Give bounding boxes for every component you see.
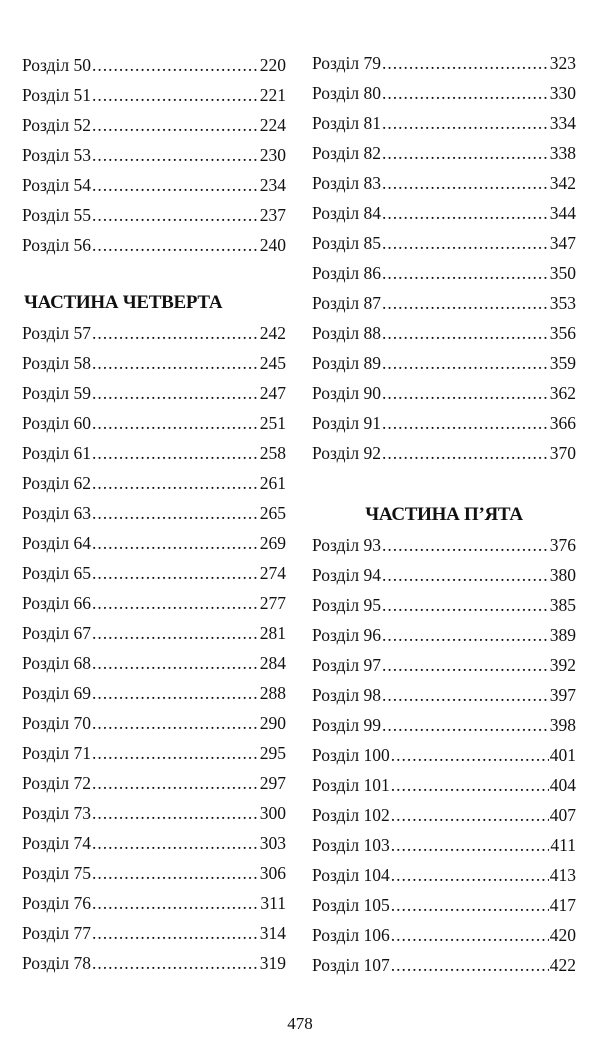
page-ref: 261 <box>259 473 286 493</box>
toc-entry <box>22 498 286 528</box>
toc-entry <box>312 168 576 198</box>
toc-entry <box>22 588 286 618</box>
toc-entry <box>312 560 576 590</box>
chapter-label: Розділ 103 <box>312 835 390 855</box>
page-ref: 370 <box>549 443 576 463</box>
dot-leader <box>382 138 549 168</box>
chapter-label: Розділ 50 <box>22 55 92 75</box>
page-ref: 269 <box>259 533 286 553</box>
dot-leader <box>382 78 549 108</box>
chapter-label: Розділ 100 <box>312 745 390 765</box>
toc-entry <box>22 528 286 558</box>
chapter-label: Розділ 53 <box>22 145 92 165</box>
chapter-label: Розділ 70 <box>22 713 92 733</box>
chapter-label: Розділ 57 <box>22 323 92 343</box>
dot-leader <box>92 170 259 200</box>
chapter-label: Розділ 98 <box>312 685 382 705</box>
dot-leader <box>92 50 259 80</box>
chapter-label: Розділ 82 <box>312 143 382 163</box>
toc-entry <box>312 108 576 138</box>
dot-leader <box>92 588 259 618</box>
toc-right-column <box>312 48 576 980</box>
page-ref: 411 <box>550 835 576 855</box>
dot-leader <box>92 858 259 888</box>
page-ref: 251 <box>259 413 286 433</box>
dot-leader <box>92 140 259 170</box>
page-ref: 422 <box>549 955 576 975</box>
dot-leader <box>92 438 259 468</box>
page-ref: 314 <box>259 923 286 943</box>
page-ref: 265 <box>259 503 286 523</box>
chapter-label: Розділ 69 <box>22 683 92 703</box>
chapter-label: Розділ 88 <box>312 323 382 343</box>
dot-leader <box>92 80 259 110</box>
chapter-label: Розділ 58 <box>22 353 92 373</box>
page-ref: 234 <box>259 175 286 195</box>
dot-leader <box>92 558 259 588</box>
chapter-label: Розділ 106 <box>312 925 390 945</box>
page-ref: 288 <box>259 683 286 703</box>
page-ref: 230 <box>259 145 286 165</box>
page-ref: 353 <box>549 293 576 313</box>
toc-entry <box>22 468 286 498</box>
toc-entry <box>312 48 576 78</box>
page-ref: 385 <box>549 595 576 615</box>
chapter-label: Розділ 92 <box>312 443 382 463</box>
page-ref: 392 <box>549 655 576 675</box>
toc-group <box>22 318 286 978</box>
page-ref: 277 <box>259 593 286 613</box>
dot-leader <box>391 920 549 950</box>
toc-entry <box>22 768 286 798</box>
dot-leader <box>391 770 549 800</box>
chapter-label: Розділ 96 <box>312 625 382 645</box>
page-ref: 258 <box>259 443 286 463</box>
toc-entry <box>312 318 576 348</box>
dot-leader <box>382 680 549 710</box>
toc-entry <box>312 860 576 890</box>
chapter-label: Розділ 67 <box>22 623 92 643</box>
page-ref: 401 <box>549 745 576 765</box>
chapter-label: Розділ 85 <box>312 233 382 253</box>
toc-entry <box>312 138 576 168</box>
chapter-label: Розділ 62 <box>22 473 92 493</box>
toc-entry <box>22 140 286 170</box>
dot-leader <box>382 228 549 258</box>
chapter-label: Розділ 72 <box>22 773 92 793</box>
chapter-label: Розділ 104 <box>312 865 390 885</box>
dot-leader <box>382 560 549 590</box>
page-ref: 330 <box>549 83 576 103</box>
dot-leader <box>382 590 549 620</box>
page-ref: 311 <box>260 893 286 913</box>
page-ref: 237 <box>259 205 286 225</box>
chapter-label: Розділ 97 <box>312 655 382 675</box>
dot-leader <box>382 348 549 378</box>
page-ref: 306 <box>259 863 286 883</box>
page-ref: 359 <box>549 353 576 373</box>
page-ref: 323 <box>549 53 576 73</box>
page-ref: 350 <box>549 263 576 283</box>
chapter-label: Розділ 90 <box>312 383 382 403</box>
dot-leader <box>92 648 259 678</box>
dot-leader <box>382 378 549 408</box>
chapter-label: Розділ 75 <box>22 863 92 883</box>
page-ref: 407 <box>549 805 576 825</box>
toc-entry <box>312 830 576 860</box>
page-ref: 397 <box>549 685 576 705</box>
dot-leader <box>92 110 259 140</box>
chapter-label: Розділ 101 <box>312 775 390 795</box>
chapter-label: Розділ 60 <box>22 413 92 433</box>
dot-leader <box>382 530 549 560</box>
page-ref: 356 <box>549 323 576 343</box>
dot-leader <box>92 888 259 918</box>
toc-entry <box>312 198 576 228</box>
chapter-label: Розділ 83 <box>312 173 382 193</box>
toc-entry <box>312 740 576 770</box>
page-ref: 404 <box>549 775 576 795</box>
toc-entry <box>312 620 576 650</box>
page-ref: 242 <box>259 323 286 343</box>
part-heading: ЧАСТИНА П’ЯТА <box>365 504 523 525</box>
chapter-label: Розділ 74 <box>22 833 92 853</box>
toc-entry <box>22 408 286 438</box>
dot-leader <box>382 48 549 78</box>
dot-leader <box>382 258 549 288</box>
dot-leader <box>92 798 259 828</box>
toc-entry <box>312 770 576 800</box>
toc-entry <box>312 800 576 830</box>
chapter-label: Розділ 59 <box>22 383 92 403</box>
chapter-label: Розділ 52 <box>22 115 92 135</box>
chapter-label: Розділ 66 <box>22 593 92 613</box>
toc-entry <box>22 618 286 648</box>
page-ref: 380 <box>549 565 576 585</box>
chapter-label: Розділ 95 <box>312 595 382 615</box>
toc-entry <box>312 890 576 920</box>
toc-entry <box>22 828 286 858</box>
dot-leader <box>92 230 259 260</box>
page-ref: 347 <box>549 233 576 253</box>
dot-leader <box>92 618 259 648</box>
chapter-label: Розділ 51 <box>22 85 92 105</box>
toc-entry <box>22 648 286 678</box>
page-ref: 417 <box>549 895 576 915</box>
chapter-label: Розділ 81 <box>312 113 382 133</box>
chapter-label: Розділ 56 <box>22 235 92 255</box>
dot-leader <box>92 768 259 798</box>
toc-entry <box>22 738 286 768</box>
toc-entry <box>22 348 286 378</box>
toc-entry <box>22 80 286 110</box>
toc-entry <box>312 680 576 710</box>
chapter-label: Розділ 86 <box>312 263 382 283</box>
chapter-label: Розділ 68 <box>22 653 92 673</box>
dot-leader <box>391 800 549 830</box>
toc-entry <box>312 920 576 950</box>
chapter-label: Розділ 55 <box>22 205 92 225</box>
toc-entry <box>22 438 286 468</box>
toc-entry <box>312 378 576 408</box>
page-ref: 300 <box>259 803 286 823</box>
chapter-label: Розділ 105 <box>312 895 390 915</box>
toc-entry <box>312 590 576 620</box>
toc-group <box>312 48 576 468</box>
dot-leader <box>391 890 549 920</box>
page-ref: 290 <box>259 713 286 733</box>
dot-leader <box>382 108 549 138</box>
toc-entry <box>312 258 576 288</box>
toc-entry <box>22 708 286 738</box>
dot-leader <box>92 378 259 408</box>
page-number: 478 <box>287 1014 313 1033</box>
dot-leader <box>92 738 259 768</box>
dot-leader <box>92 348 259 378</box>
page-ref: 334 <box>549 113 576 133</box>
chapter-label: Розділ 78 <box>22 953 92 973</box>
dot-leader <box>391 950 549 980</box>
chapter-label: Розділ 107 <box>312 955 390 975</box>
dot-leader <box>92 828 259 858</box>
toc-entry <box>22 918 286 948</box>
toc-entry <box>312 78 576 108</box>
dot-leader <box>382 288 549 318</box>
page-ref: 342 <box>549 173 576 193</box>
dot-leader <box>92 408 259 438</box>
chapter-label: Розділ 64 <box>22 533 92 553</box>
chapter-label: Розділ 94 <box>312 565 382 585</box>
page-ref: 344 <box>549 203 576 223</box>
chapter-label: Розділ 99 <box>312 715 382 735</box>
toc-entry <box>22 378 286 408</box>
toc-entry <box>22 678 286 708</box>
toc-entry <box>22 558 286 588</box>
page-ref: 224 <box>259 115 286 135</box>
page-ref: 319 <box>259 953 286 973</box>
chapter-label: Розділ 63 <box>22 503 92 523</box>
chapter-label: Розділ 84 <box>312 203 382 223</box>
toc-entry <box>22 230 286 260</box>
page-ref: 284 <box>259 653 286 673</box>
toc-entry <box>22 858 286 888</box>
toc-entry <box>22 318 286 348</box>
page-ref: 420 <box>549 925 576 945</box>
page-ref: 274 <box>259 563 286 583</box>
chapter-label: Розділ 61 <box>22 443 92 463</box>
page-ref: 240 <box>259 235 286 255</box>
dot-leader <box>92 948 259 978</box>
dot-leader <box>382 650 549 680</box>
page-ref: 297 <box>259 773 286 793</box>
page-ref: 376 <box>549 535 576 555</box>
dot-leader <box>92 200 259 230</box>
dot-leader <box>382 620 549 650</box>
toc-entry <box>22 50 286 80</box>
dot-leader <box>92 318 259 348</box>
chapter-label: Розділ 77 <box>22 923 92 943</box>
toc-group <box>312 530 576 980</box>
chapter-label: Розділ 79 <box>312 53 382 73</box>
page-ref: 413 <box>549 865 576 885</box>
toc-entry <box>22 200 286 230</box>
page-ref: 295 <box>259 743 286 763</box>
toc-entry <box>312 710 576 740</box>
toc-entry <box>22 948 286 978</box>
toc-entry <box>22 110 286 140</box>
toc-left-column <box>22 50 286 978</box>
chapter-label: Розділ 76 <box>22 893 92 913</box>
page-ref: 220 <box>259 55 286 75</box>
chapter-label: Розділ 71 <box>22 743 92 763</box>
chapter-label: Розділ 102 <box>312 805 390 825</box>
toc-entry <box>22 170 286 200</box>
dot-leader <box>92 708 259 738</box>
chapter-label: Розділ 80 <box>312 83 382 103</box>
dot-leader <box>92 918 259 948</box>
dot-leader <box>382 318 549 348</box>
chapter-label: Розділ 54 <box>22 175 92 195</box>
toc-entry <box>312 950 576 980</box>
toc-entry <box>22 888 286 918</box>
page-ref: 303 <box>259 833 286 853</box>
page-ref: 281 <box>259 623 286 643</box>
chapter-label: Розділ 65 <box>22 563 92 583</box>
page-ref: 389 <box>549 625 576 645</box>
part-heading: ЧАСТИНА ЧЕТВЕРТА <box>24 292 223 313</box>
toc-entry <box>312 530 576 560</box>
toc-entry <box>22 798 286 828</box>
toc-entry <box>312 650 576 680</box>
page-ref: 362 <box>549 383 576 403</box>
toc-entry <box>312 408 576 438</box>
page-ref: 338 <box>549 143 576 163</box>
dot-leader <box>391 860 549 890</box>
dot-leader <box>92 528 259 558</box>
chapter-label: Розділ 73 <box>22 803 92 823</box>
toc-entry <box>312 438 576 468</box>
dot-leader <box>92 498 259 528</box>
toc-entry <box>312 228 576 258</box>
toc-group <box>22 50 286 260</box>
page-ref: 366 <box>549 413 576 433</box>
dot-leader <box>382 438 549 468</box>
dot-leader <box>382 198 549 228</box>
page-ref: 398 <box>549 715 576 735</box>
chapter-label: Розділ 91 <box>312 413 382 433</box>
dot-leader <box>391 830 550 860</box>
chapter-label: Розділ 93 <box>312 535 382 555</box>
dot-leader <box>391 740 549 770</box>
page-ref: 245 <box>259 353 286 373</box>
dot-leader <box>382 408 549 438</box>
chapter-label: Розділ 89 <box>312 353 382 373</box>
page-ref: 221 <box>259 85 286 105</box>
dot-leader <box>382 168 549 198</box>
dot-leader <box>92 468 259 498</box>
chapter-label: Розділ 87 <box>312 293 382 313</box>
dot-leader <box>382 710 549 740</box>
toc-entry <box>312 288 576 318</box>
toc-entry <box>312 348 576 378</box>
dot-leader <box>92 678 259 708</box>
page-ref: 247 <box>259 383 286 403</box>
